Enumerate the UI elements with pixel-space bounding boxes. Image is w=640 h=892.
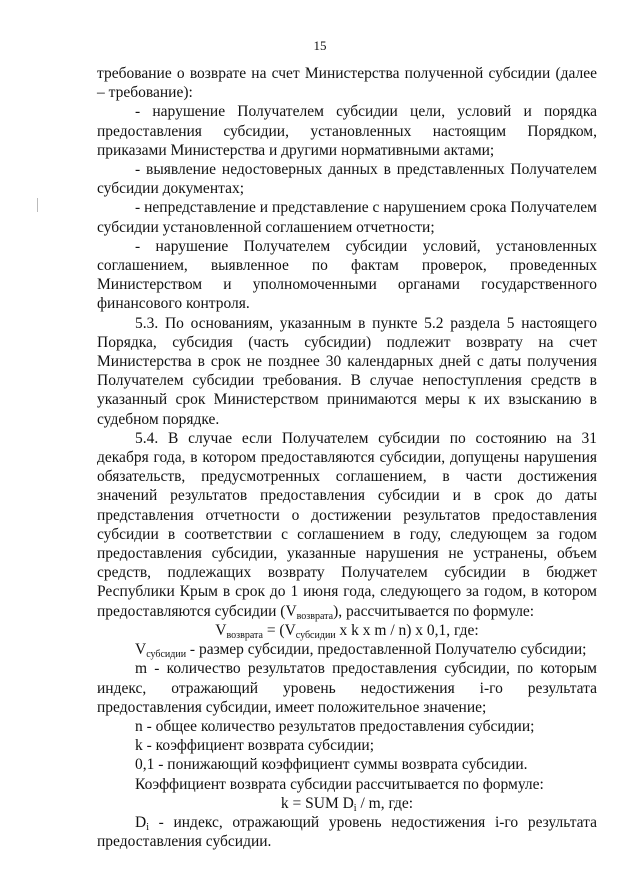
definition-k: k - коэффициент возврата субсидии;: [135, 737, 375, 755]
paragraph-5-4: 5.4. В случае если Получателем субсидии по состоянию на 31 декабря года, в котором предоставляются субсидии, допущены нарушения обязательств, предусмотренных соглашением, в части достижения значений результатов предоставления субсидии и в срок до даты представления отчетности о достижении результатов предоставления субсидии в соответствии с соглашением в году, следующем за годом предоставления субсидии, указанные нарушения не устранены, объем средств, подлежащих возврату Получателем субсидии в бюджет Республики Крым в срок до 1 июня года, следующего за годом, в котором предоставляются субсидии $(V_{возврата})$, рассчитывается по формуле:: [97, 429, 597, 622]
scan-mark: [37, 198, 38, 212]
paragraph-inspection-violation: - нарушение Получателем субсидии условий, установленных соглашением, выявленное по фактам проверок, проведенных Министерством и уполномоченными органами государственного финансового контроля.: [97, 237, 597, 313]
definition-di: $D_i$ - индекс, отражающий уровень недостижения i-го результата предоставления субсидии.: [97, 813, 597, 851]
paragraph-return-demand: требование о возврате на счет Министерства полученной субсидии (далее – требование):: [97, 65, 597, 102]
document-body: [97, 64, 597, 851]
definition-coefficient: 0,1 - понижающий коэффициент суммы возврата субсидии.: [135, 756, 528, 774]
formula-return-volume: $V_{возврата} = (V_{субсидии}$ x k x m / n) x 0,1, где:: [215, 621, 479, 641]
paragraph-5-3: 5.3. По основаниям, указанным в пункте 5.2 раздела 5 настоящего Порядка, субсидия (часть субсидии) подлежит возврату на счет Министерства в срок не позднее 30 календарных дней с даты получения Получателем субсидии требования. В случае непоступления средств в указанный срок Министерством принимаются меры к их взысканию в судебном порядке.: [97, 314, 597, 428]
formula-k: k = SUM $D_i$ / m, где:: [280, 794, 414, 814]
paragraph-k-formula-intro: Коэффициент возврата субсидии рассчитывается по формуле:: [135, 775, 544, 793]
paragraph-violation-conditions: - нарушение Получателем субсидии цели, условий и порядка предоставления субсидии, установленных настоящим Порядком, приказами Министерства и другими нормативными актами;: [97, 103, 597, 159]
definition-v-subsidy: $V_{субсидии}$ - размер субсидии, предоставленной Получателю субсидии;: [135, 641, 587, 661]
paragraph-false-data: - выявление недостоверных данных в представленных Получателем субсидии документах;: [97, 161, 597, 198]
paragraph-reporting-violation: - непредставление и представление с нарушением срока Получателем субсидии установленной соглашением отчетности;: [97, 199, 597, 236]
definition-n: n - общее количество результатов предоставления субсидии;: [135, 717, 535, 735]
definition-m: m - количество результатов предоставления субсидии, по которым индекс, отражающий уровень недостижения i-го результата предоставления субсидии, имеет положительное значение;: [97, 660, 597, 716]
page-number: 15: [313, 38, 327, 53]
